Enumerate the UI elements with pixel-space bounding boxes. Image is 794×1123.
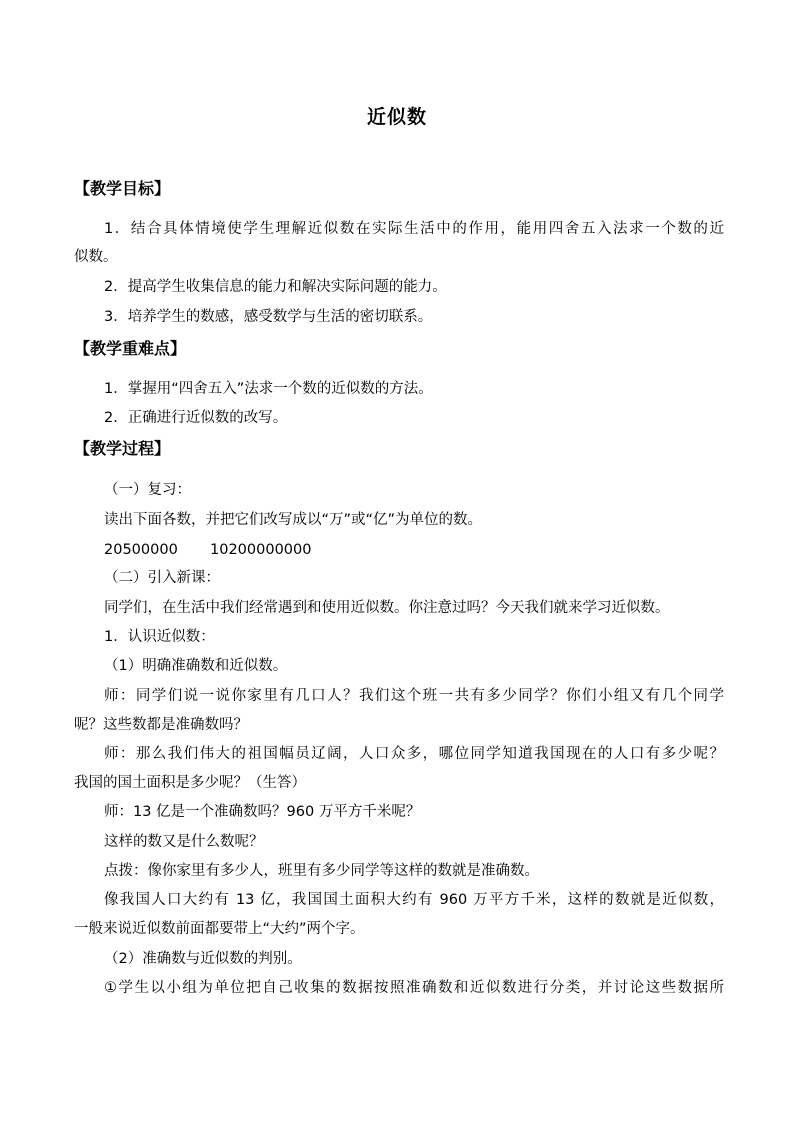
sub-step-2: （2）准确数与近似数的判别。: [104, 951, 302, 967]
sub-step-1: （1）明确准确数和近似数。: [104, 658, 288, 674]
teacher-question-1-line-2: 呢？这些数都是准确数吗？: [74, 717, 248, 733]
objective-3: 3．培养学生的数感，感受数学与生活的密切联系。: [104, 309, 433, 325]
document-title: 近似数: [366, 106, 427, 128]
heading-process: 【教学过程】: [74, 439, 171, 458]
heading-key-points: 【教学重难点】: [74, 339, 187, 358]
teacher-question-2-line-1: 师：那么我们伟大的祖国幅员辽阔，人口众多，哪位同学知道我国现在的人口有多少呢？: [104, 746, 724, 762]
objective-1-line-1: 1．结合具体情境使学生理解近似数在实际生活中的作用，能用四舍五入法求一个数的近: [104, 221, 724, 237]
review-task: 读出下面各数，并把它们改写成以“万”或“亿”为单位的数。: [104, 512, 483, 528]
review-number-a: 20500000: [104, 542, 178, 558]
objective-1-line-2: 似数。: [74, 249, 118, 265]
follow-up-question: 这样的数又是什么数呢？: [104, 834, 264, 850]
review-numbers: [104, 540, 724, 560]
step-1: 1．认识近似数：: [104, 629, 215, 645]
approx-paragraph-line-2: 一般来说近似数前面都要带上“大约”两个字。: [74, 921, 365, 937]
heading-objectives: 【教学目标】: [74, 179, 171, 198]
approx-paragraph-line-1: 像我国人口大约有 13 亿，我国国土面积大约有 960 万平方千米，这样的数就是近似数，: [104, 892, 724, 908]
hint-paragraph: 点拨：像你家里有多少人，班里有多少同学等这样的数就是准确数。: [104, 863, 539, 879]
new-lesson-label: （二）引入新课：: [104, 570, 220, 586]
teacher-question-1-line-1: 师：同学们说一说你家里有几口人？我们这个班一共有多少同学？你们小组又有几个同学: [104, 688, 724, 704]
review-label: （一）复习：: [104, 482, 191, 498]
key-point-1: 1．掌握用“四舍五入”法求一个数的近似数的方法。: [104, 381, 433, 397]
teacher-question-3: 师：13 亿是一个准确数吗？960 万平方千米呢？: [104, 804, 421, 820]
key-point-2: 2．正确进行近似数的改写。: [104, 410, 288, 426]
review-number-b: 10200000000: [210, 542, 312, 558]
objective-2: 2．提高学生收集信息的能力和解决实际问题的能力。: [104, 279, 447, 295]
intro-paragraph: 同学们，在生活中我们经常遇到和使用近似数。你注意过吗？今天我们就来学习近似数。: [104, 600, 670, 616]
teacher-question-2-line-2: 我国的国土面积是多少呢？（生答）: [74, 775, 306, 791]
activity-line-1: ①学生以小组为单位把自己收集的数据按照准确数和近似数进行分类，并讨论这些数据所: [104, 980, 724, 996]
